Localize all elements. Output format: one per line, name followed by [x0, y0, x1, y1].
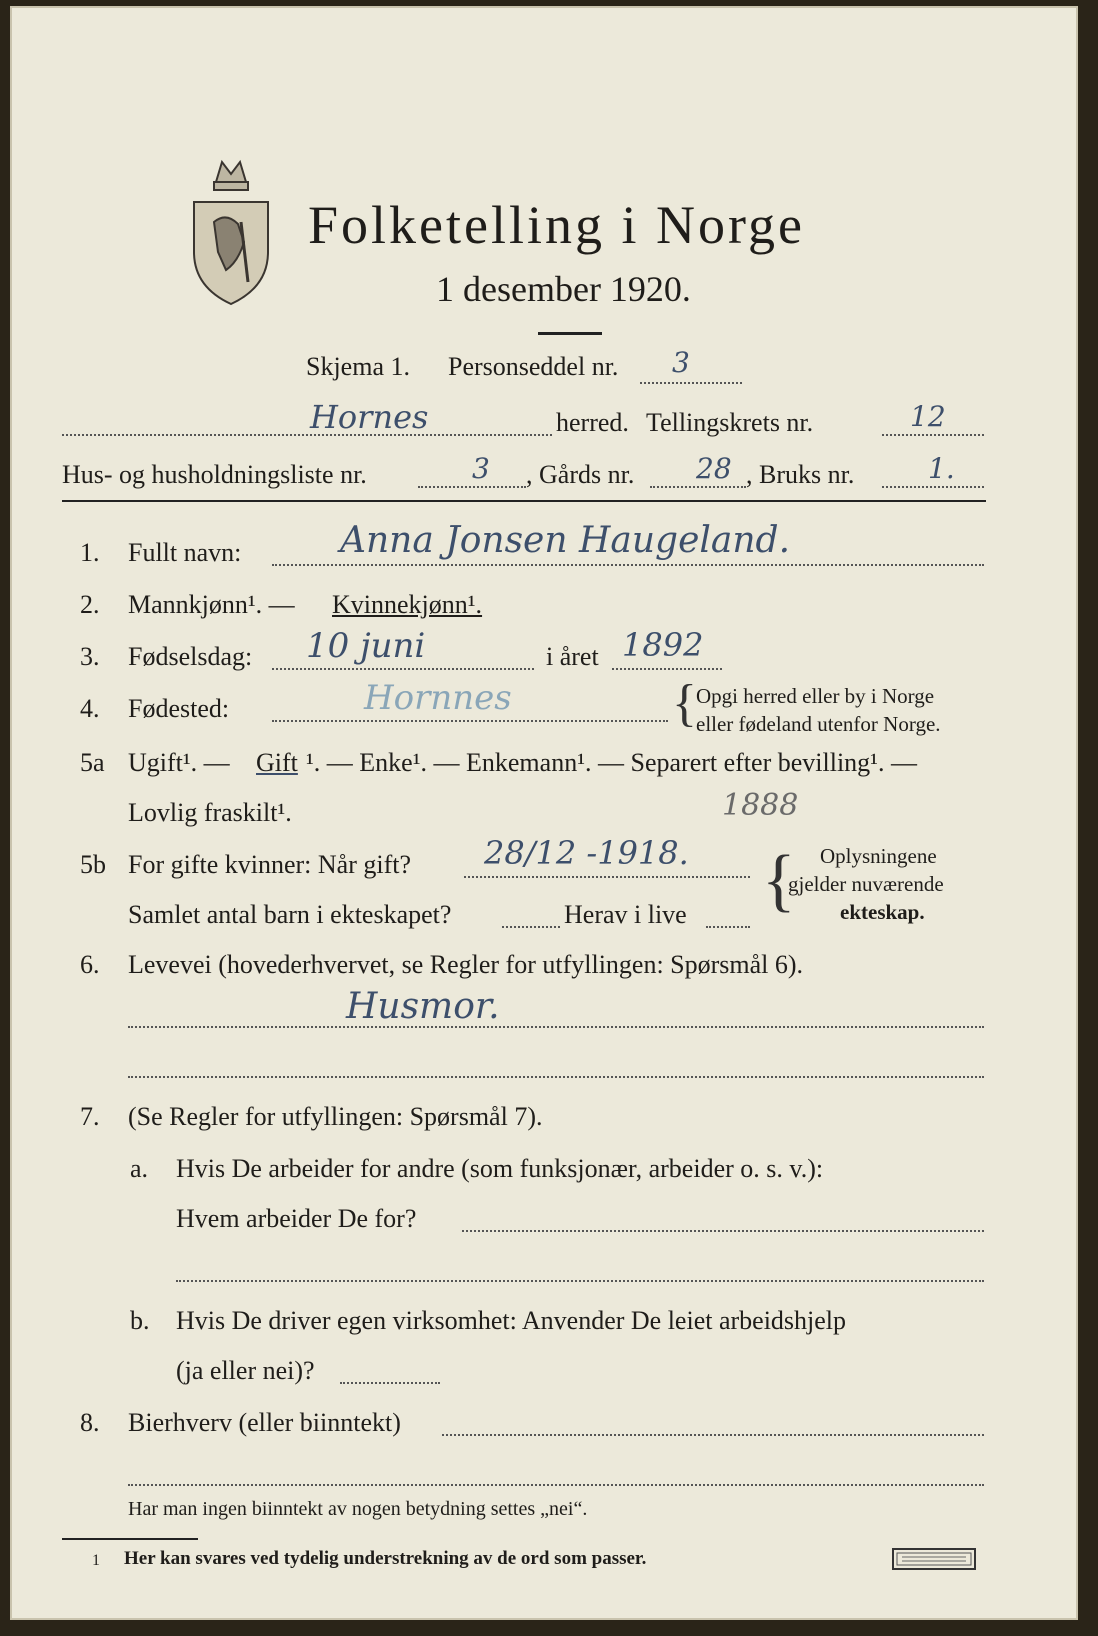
gards-value: 28	[696, 452, 732, 485]
husholdningsliste-label: Hus- og husholdningsliste nr.	[62, 460, 367, 489]
nei-instruction: Har man ingen biinntekt av nogen betydning settes „nei“.	[128, 1498, 588, 1520]
q5a-number: 5a	[80, 748, 105, 777]
q2-mann-option: Mannkjønn¹. —	[128, 590, 295, 619]
marriage-date-value: 28/12 -1918.	[484, 834, 689, 872]
footnote-text: Her kan svares ved tydelig understrekning av de ord som passer.	[124, 1548, 647, 1569]
herred-label: herred.	[556, 408, 629, 437]
q8-number: 8.	[80, 1408, 100, 1437]
footnote-rule	[62, 1538, 198, 1540]
q8-label: Bierhverv (eller biinntekt)	[128, 1408, 401, 1437]
q5b-note-line1: Oplysningene	[820, 844, 937, 868]
q6-label: Levevei (hovederhvervet, se Regler for utfyllingen: Spørsmål 6).	[128, 950, 804, 979]
herred-value: Hornes	[310, 398, 429, 436]
tellingskrets-value: 12	[910, 400, 946, 433]
q5b-barn-label: Samlet antal barn i ekteskapet?	[128, 900, 452, 929]
schema-label: Skjema 1.	[306, 352, 410, 381]
q5b-brace: {	[762, 842, 796, 919]
q7a-line2: Hvem arbeider De for?	[176, 1204, 417, 1233]
occupation-value: Husmor.	[346, 986, 500, 1027]
q3-number: 3.	[80, 642, 100, 671]
personseddel-value: 3	[672, 346, 690, 379]
q7b-letter: b.	[130, 1306, 150, 1335]
title-divider	[538, 332, 602, 335]
birthday-value: 10 juni	[306, 626, 426, 666]
printer-stamp-icon	[892, 1548, 976, 1570]
q7b-label: Hvis De driver egen virksomhet: Anvender De leiet arbeidshjelp	[176, 1306, 847, 1335]
q6-number: 6.	[80, 950, 100, 979]
header-divider	[62, 500, 986, 502]
form-title: Folketelling i Norge	[308, 195, 805, 255]
q4-brace: {	[672, 675, 697, 732]
q7-label: (Se Regler for utfyllingen: Spørsmål 7).	[128, 1102, 543, 1131]
q5b-note-line2: gjelder nuværende	[788, 872, 944, 896]
q1-label: Fullt navn:	[128, 538, 242, 567]
q5a-ugift-option: Ugift¹. —	[128, 748, 230, 777]
q4-note-line2: eller fødeland utenfor Norge.	[696, 712, 941, 736]
tellingskrets-label: Tellingskrets nr.	[646, 408, 814, 437]
q5a-fraskilt-option: Lovlig fraskilt¹.	[128, 798, 292, 827]
q5b-label: For gifte kvinner: Når gift?	[128, 850, 412, 879]
husholdningsliste-value: 3	[472, 452, 490, 485]
q1-number: 1.	[80, 538, 100, 567]
q5a-annotation: 1888	[722, 788, 799, 823]
gards-label: , Gårds nr.	[526, 460, 635, 489]
q7-number: 7.	[80, 1102, 100, 1131]
census-form	[10, 6, 1078, 1620]
q4-number: 4.	[80, 694, 100, 723]
q7a-letter: a.	[130, 1154, 149, 1183]
footnote-number: 1	[92, 1552, 100, 1569]
q2-number: 2.	[80, 590, 100, 619]
q3-label: Fødselsdag:	[128, 642, 253, 671]
q2-kvinne-option: Kvinnekjønn¹.	[332, 590, 483, 619]
q5b-number: 5b	[80, 850, 106, 879]
q5a-other-options: ¹. — Enke¹. — Enkemann¹. — Separert efter bevilling¹. —	[306, 748, 917, 777]
q4-label: Fødested:	[128, 694, 230, 723]
full-name-value: Anna Jonsen Haugeland.	[340, 520, 791, 561]
personseddel-label: Personseddel nr.	[448, 352, 619, 381]
birth-year-value: 1892	[622, 626, 704, 664]
q7b-line2: (ja eller nei)?	[176, 1356, 315, 1385]
q4-note-line1: Opgi herred eller by i Norge	[696, 684, 935, 708]
birthplace-value: Hornnes	[364, 678, 512, 718]
q5a-gift-option: Gift	[256, 748, 298, 777]
bruks-value: 1.	[928, 452, 955, 485]
coat-of-arms-icon	[186, 152, 276, 312]
q3-year-label: i året	[546, 642, 599, 671]
census-date: 1 desember 1920.	[436, 269, 691, 309]
q7a-label: Hvis De arbeider for andre (som funksjonær, arbeider o. s. v.):	[176, 1154, 824, 1183]
q5b-note-line3: ekteskap.	[840, 900, 925, 924]
q5b-live-label: Herav i live	[564, 900, 687, 929]
bruks-label: , Bruks nr.	[746, 460, 855, 489]
